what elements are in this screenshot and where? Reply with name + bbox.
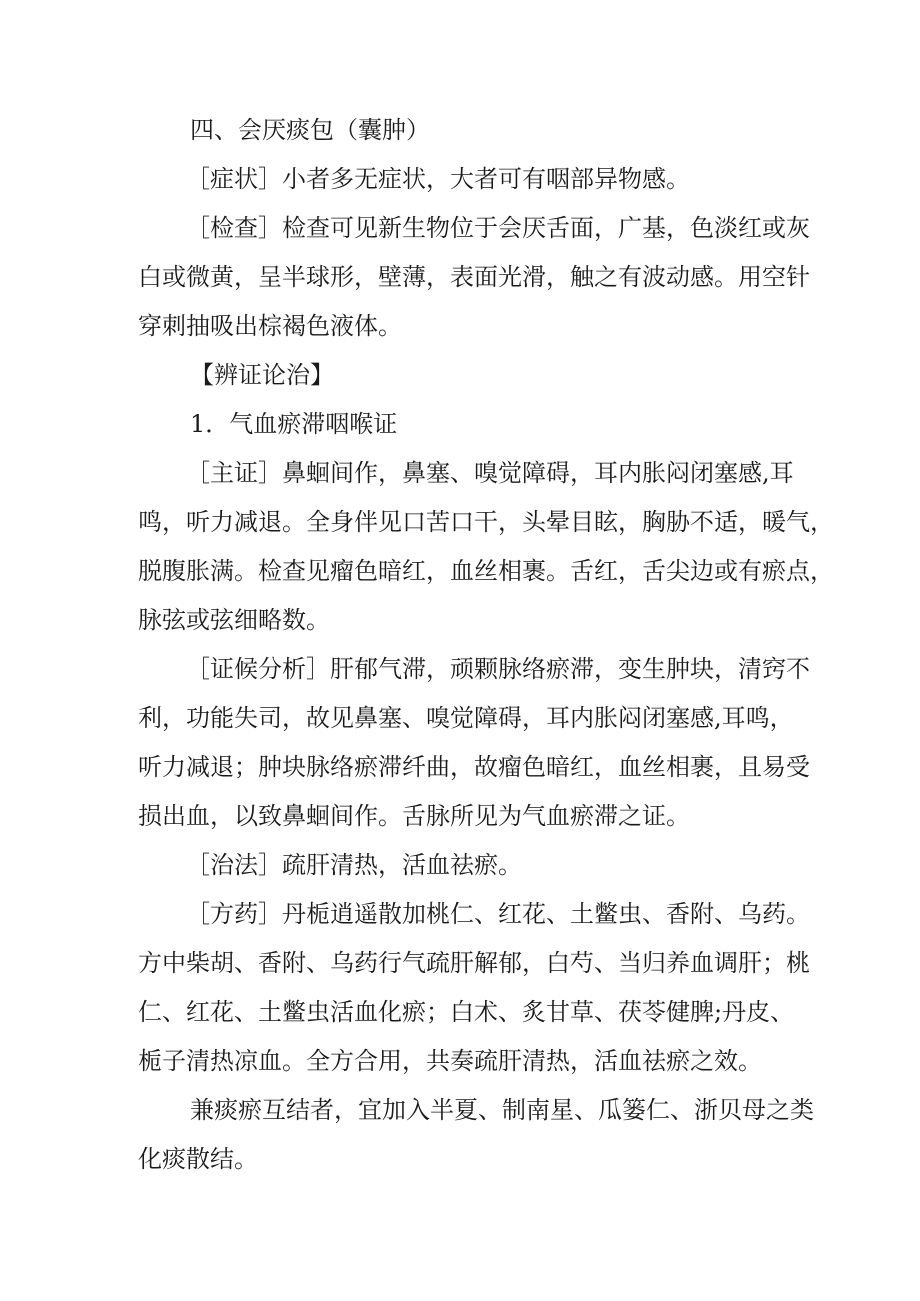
main-syndrome-line-1: ［主证］鼻蛔间作，鼻塞、嗅觉障碍，耳内胀闷闭塞感,耳 [186,459,794,487]
syndrome-title: 1．气血瘀滞咽喉证 [190,410,398,438]
prescription-line-3: 仁、红花、土鳖虫活血化瘀；白术、炙甘草、茯苓健脾;丹皮、 [138,998,795,1026]
section-heading: 四、会厌痰包（囊肿） [190,116,430,144]
prescription-line-1: ［方药］丹栀逍遥散加桃仁、红花、土鳖虫、香附、乌药。 [186,900,810,928]
analysis-line-3: 听力减退；肿块脉络瘀滞纤曲，故瘤色暗红，血丝相裹，且易受 [138,753,810,781]
exam-paragraph-line-2: 白或微黄，呈半球形，壁薄，表面光滑，触之有波动感。用空针 [138,263,810,291]
treatment-paragraph: ［治法］疏肝清热，活血祛瘀。 [186,851,522,879]
exam-paragraph-line-3: 穿刺抽吸出棕褐色液体。 [138,312,402,340]
addition-line-2: 化痰散结。 [138,1145,258,1173]
prescription-line-2: 方中柴胡、香附、乌药行气疏肝解郁，白芍、当归养血调肝；桃 [138,949,810,977]
analysis-line-4: 损出血，以致鼻蛔间作。舌脉所见为气血瘀滞之证。 [138,802,690,830]
exam-paragraph-line-1: ［检查］检查可见新生物位于会厌舌面，广基，色淡红或灰 [186,214,810,242]
subsection-heading: 【辨证论治】 [190,361,334,389]
main-syndrome-line-2: 鸣，听力减退。全身伴见口苦口干，头晕目眩，胸胁不适，暖气， [138,508,834,536]
analysis-line-2: 利，功能失司，故见鼻塞、嗅觉障碍，耳内胀闷闭塞感,耳鸣， [138,704,794,732]
analysis-line-1: ［证候分析］肝郁气滞，顽颗脉络瘀滞，变生肿块，清窍不 [186,655,810,683]
prescription-line-4: 栀子清热凉血。全方合用，共奏疏肝清热，活血祛瘀之效。 [138,1047,762,1075]
main-syndrome-line-3: 脱腹胀满。检查见瘤色暗红，血丝相裹。舌红，舌尖边或有瘀点， [138,557,834,585]
addition-line-1: 兼痰瘀互结者，宜加入半夏、制南星、瓜篓仁、浙贝母之类 [190,1096,814,1124]
main-syndrome-line-4: 脉弦或弦细略数。 [138,606,330,634]
symptom-paragraph: ［症状］小者多无症状，大者可有咽部异物感。 [186,165,690,193]
